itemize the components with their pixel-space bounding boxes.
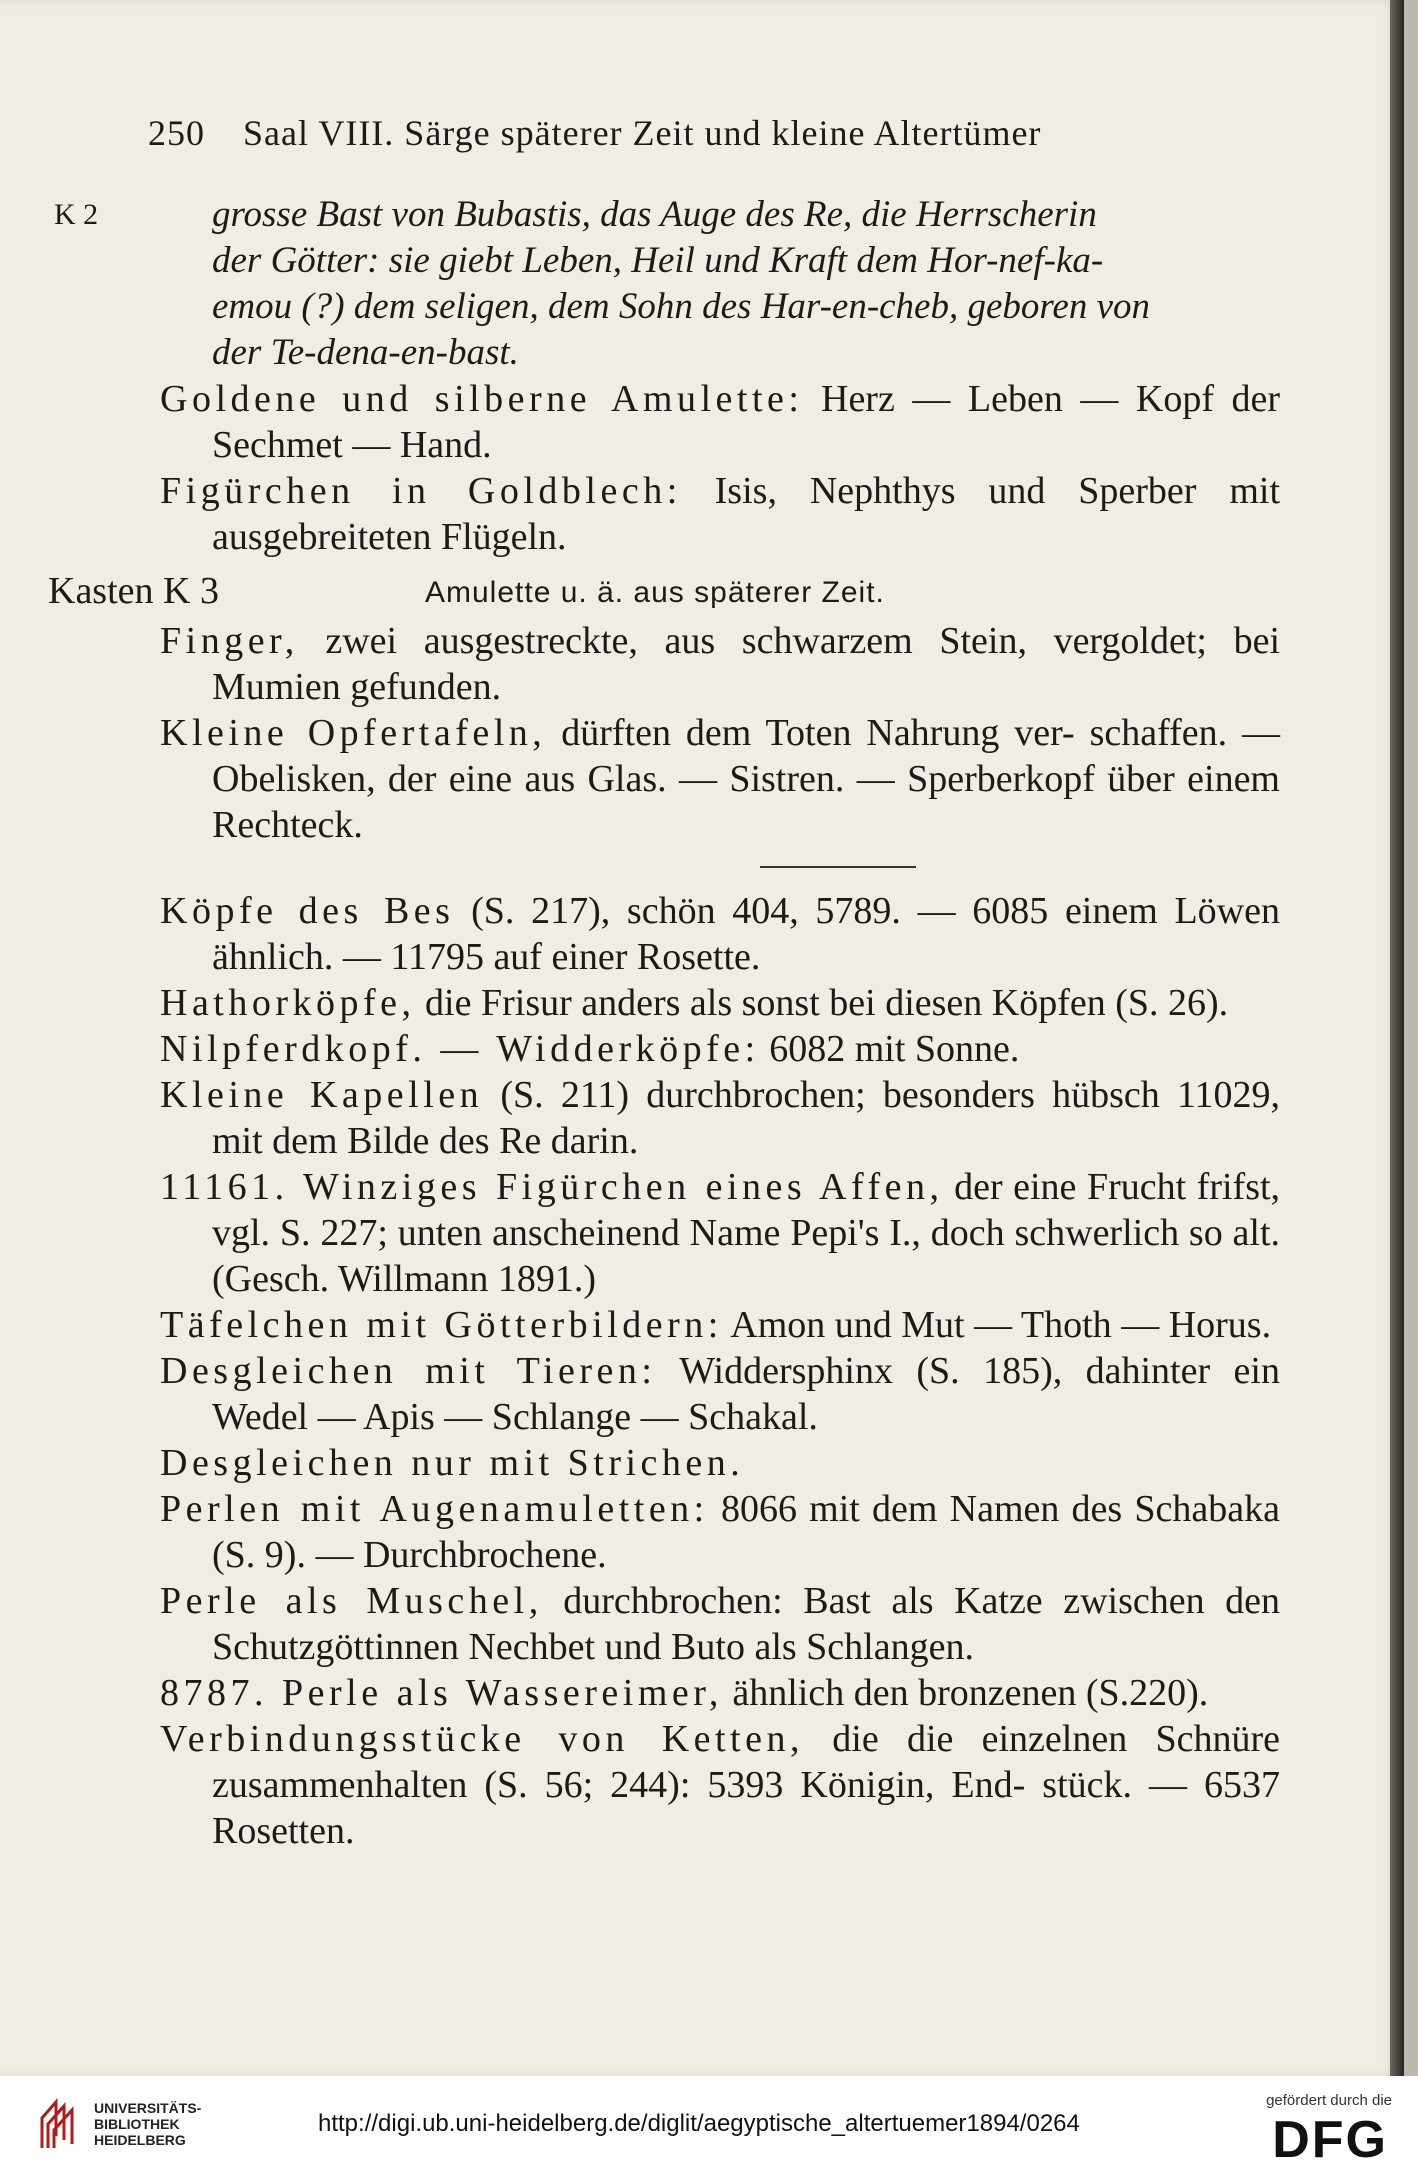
inscription-line: der Te-dena-en-bast.	[212, 332, 519, 373]
inscription-line: grosse Bast von Bubastis, das Auge des Re, die Herrscherin	[212, 194, 1097, 235]
catalog-entry	[160, 468, 1280, 560]
entry-line: (S. 211) durchbrochen; besonders hübsch	[500, 1074, 1160, 1116]
entry-line: der eine	[954, 1166, 1077, 1208]
entry-line: 6082 mit Sonne.	[769, 1028, 1020, 1070]
catalog-entry	[160, 888, 1280, 980]
entry-lead: Köpfe des Bes	[160, 890, 455, 932]
kasten-label: Kasten K 3	[48, 570, 219, 612]
entry-line: durchbrochen: Bast als Katze zwischen	[563, 1580, 1205, 1622]
entry-line: Schnüre zusammenhalten (S. 56; 244): 5393 Königin, End-	[212, 1718, 1281, 1806]
catalog-entry	[160, 376, 1280, 468]
entry-line: Schabaka (S. 9). — Durchbrochene.	[212, 1488, 1281, 1576]
entry-lead: Perle als Muschel,	[160, 1580, 543, 1622]
entry-line: die Frisur anders als sonst bei diesen	[425, 982, 983, 1024]
page-edge-shadow	[1390, 0, 1404, 2076]
entry-line: Köpfen (S. 26).	[991, 982, 1229, 1024]
catalog-entry	[160, 1072, 1280, 1164]
entry-lead: Täfelchen mit Götterbildern:	[160, 1304, 723, 1346]
entry-line: Frucht frifst, vgl. S. 227; unten anscheinend Name Pepi's I.,	[212, 1166, 1281, 1254]
catalog-entry	[160, 710, 1280, 848]
k2-inscription	[54, 192, 1280, 376]
entry-lead: Desgleichen mit Tieren:	[160, 1350, 657, 1392]
entry-lead: Figürchen in Goldblech:	[160, 470, 682, 512]
k2-margin-mark: K 2	[54, 198, 99, 231]
entry-lead: 8787. Perle als Wassereimer,	[160, 1672, 723, 1714]
inscription-line: der Götter: sie giebt Leben, Heil und Kraft dem Hor-nef-ka-	[212, 240, 1104, 281]
entry-lead: Nilpferdkopf. — Widderköpfe:	[160, 1028, 760, 1070]
catalog-entry	[160, 618, 1280, 710]
section-divider	[760, 866, 916, 868]
library-name-line: BIBLIOTHEK	[94, 2116, 180, 2132]
entry-line: doch schwerlich so alt. (Gesch. Willmann 1891.)	[212, 1212, 1281, 1300]
entry-line: zwei ausgestreckte, aus schwarzem Stein, vergoldet;	[325, 620, 1207, 662]
page-number: 250	[148, 113, 205, 153]
catalog-entry	[160, 1486, 1280, 1578]
running-title: Saal VIII. Särge späterer Zeit und kleine Altertümer	[243, 113, 1042, 153]
page-content	[48, 192, 1281, 1854]
entry-line: Kopf der Sechmet — Hand.	[212, 378, 1281, 466]
dfg-logo: DFG	[1272, 2111, 1388, 2169]
kasten-heading	[48, 566, 1280, 618]
catalog-entry	[160, 1164, 1280, 1302]
catalog-entry	[160, 1348, 1280, 1440]
funding-text: gefördert durch die	[1266, 2092, 1392, 2109]
permalink-url[interactable]: http://digi.ub.uni-heidelberg.de/diglit/aegyptische_altertuemer1894/0264	[318, 2110, 1080, 2137]
catalog-entry	[160, 1670, 1280, 1716]
catalog-entry	[160, 1026, 1280, 1072]
entry-line: — Horus.	[1121, 1304, 1272, 1346]
entry-line: (S. 217), schön 404, 5789. — 6085 einem	[471, 890, 1158, 932]
entry-line: 11029, mit dem Bilde des Re darin.	[212, 1074, 1281, 1162]
kasten-title: Amulette u. ä. aus späterer Zeit.	[425, 576, 885, 609]
entry-lead: Finger,	[160, 620, 299, 662]
library-name-line: HEIDELBERG	[94, 2132, 186, 2148]
entries-top	[160, 376, 1280, 560]
entry-line: Löwen ähnlich. — 11795 auf einer Rosette.	[212, 890, 1280, 978]
entry-line: — Sperberkopf über einem Rechteck.	[212, 758, 1280, 846]
catalog-entry	[160, 1578, 1280, 1670]
digitization-footer	[0, 2076, 1418, 2176]
entry-lead: Hathorköpfe,	[160, 982, 416, 1024]
catalog-entry	[160, 1716, 1280, 1854]
entry-lead: Verbindungsstücke von Ketten,	[160, 1718, 804, 1760]
entry-lead: Perlen mit Augenamuletten:	[160, 1488, 709, 1530]
entry-line: schaffen. — Obelisken, der eine aus Glas. — Sistren.	[212, 712, 1280, 800]
catalog-entry	[160, 980, 1280, 1026]
entry-lead: 11161. Winziges Figürchen eines Affen,	[160, 1166, 944, 1208]
entry-line: ähnlich den bronzenen (S.220).	[732, 1672, 1209, 1714]
entry-lead: Desgleichen nur mit Strichen.	[160, 1442, 745, 1484]
inscription-line: emou (?) dem seligen, dem Sohn des Har-en-cheb, geboren von	[212, 286, 1151, 327]
entry-line: Herz — Leben —	[821, 378, 1119, 420]
entry-line: Amon und Mut — Thoth	[730, 1304, 1112, 1346]
entries-k3	[160, 618, 1280, 848]
catalog-entry	[160, 1302, 1280, 1348]
entry-line: ein Wedel — Apis — Schlange — Schakal.	[212, 1350, 1280, 1438]
entry-lead: Kleine Opfertafeln,	[160, 712, 547, 754]
entry-line: bei Mumien gefunden.	[212, 620, 1281, 708]
entry-line: dürften dem Toten Nahrung ver-	[561, 712, 1075, 754]
library-name-line: UNIVERSITÄTS-	[94, 2100, 202, 2116]
entry-line: Widdersphinx (S. 185), dahinter	[679, 1350, 1211, 1392]
entry-line: stück. — 6537 Rosetten.	[212, 1764, 1280, 1852]
entry-line: 8066 mit dem Namen des	[720, 1488, 1123, 1530]
entry-line: die die einzelnen	[832, 1718, 1128, 1760]
entry-lead: Kleine Kapellen	[160, 1074, 484, 1116]
catalog-entry	[160, 1440, 1280, 1486]
entry-lead: Goldene und silberne Amulette:	[160, 378, 804, 420]
entry-line: den Schutzgöttinnen Nechbet und Buto als Schlangen.	[212, 1580, 1280, 1668]
running-header	[148, 112, 1188, 154]
library-logo-icon	[34, 2096, 84, 2152]
entries-bottom	[160, 888, 1280, 1854]
entry-line: mit ausgebreiteten Flügeln.	[212, 470, 1281, 558]
entry-line: Isis, Nephthys und Sperber	[714, 470, 1197, 512]
library-name	[94, 2100, 201, 2148]
